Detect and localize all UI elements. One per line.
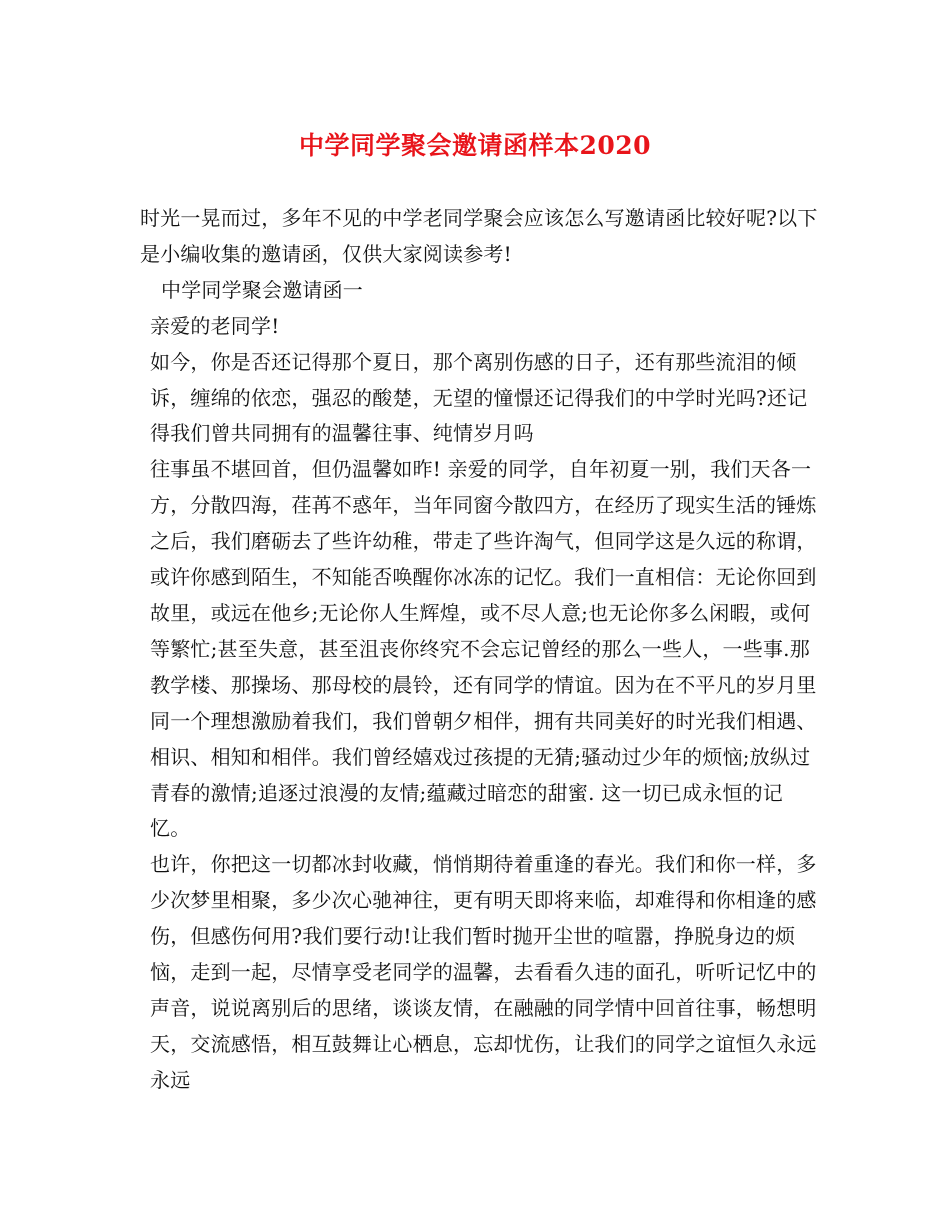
document-body [140,201,820,1099]
body-paragraph-2: 往事虽不堪回首，但仍温馨如昨! 亲爱的同学，自年初夏一别，我们天各一方，分散四海，荏苒不惑年，当年同窗今散四方，在经历了现实生活的锤炼之后，我们磨砺去了些许幼稚，带走了些许淘气，但同学这是久远的称谓，或许你感到陌生，不知能否唤醒你冰冻的记忆。我们一直相信：无论你回到故里，或远在他乡;无论你人生辉煌，或不尽人意;也无论你多么闲暇，或何等繁忙;甚至失意，甚至沮丧你终究不会忘记曾经的那么一些人，一些事.那教学楼、那操场、那母校的晨铃，还有同学的情谊。因为在不平凡的岁月里同一个理想激励着我们，我们曾朝夕相伴，拥有共同美好的时光我们相遇、相识、相知和相伴。我们曾经嬉戏过孩提的无猜;骚动过少年的烦恼;放纵过青春的激情;追逐过浪漫的友情;蕴藏过暗恋的甜蜜. 这一切已成永恒的记忆。 [150,457,817,841]
document-title: 中学同学聚会邀请函样本2020 [298,131,652,160]
intro-paragraph: 时光一晃而过，多年不见的中学老同学聚会应该怎么写邀请函比较好呢?以下是小编收集的邀请函，仅供大家阅读参考! [140,206,818,266]
body-paragraph-1: 如今，你是否还记得那个夏日，那个离别伤感的日子，还有那些流泪的倾诉，缠绵的依恋，强忍的酸楚，无望的憧憬还记得我们的中学时光吗?还记得我们曾共同拥有的温馨往事、纯情岁月吗 [150,349,808,446]
salutation: 亲爱的老同学! [150,313,280,338]
body-paragraph-3: 也许，你把这一切都冰封收藏，悄悄期待着重逢的春光。我们和你一样，多少次梦里相聚，多少次心驰神往，更有明天即将来临，却难得和你相逢的感伤，但感伤何用?我们要行动!让我们暂时抛开尘世的喧嚣，挣脱身边的烦恼，走到一起，尽情享受老同学的温馨，去看看久违的面孔，听听记忆中的声音，说说离别后的思绪，谈谈友情，在融融的同学情中回首往事，畅想明天，交流感悟，相互鼓舞让心栖息，忘却忧伤，让我们的同学之谊恒久永远永远 [150,852,817,1092]
section-heading: 中学同学聚会邀请函一 [161,277,363,302]
